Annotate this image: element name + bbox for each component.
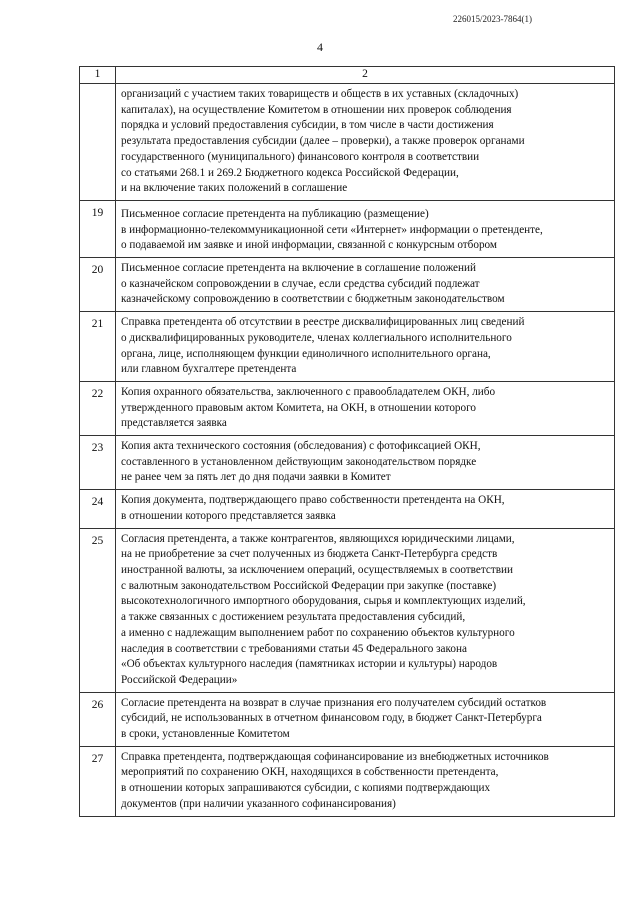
row-number: 25 bbox=[80, 528, 116, 692]
requirements-table bbox=[79, 66, 615, 817]
table-row bbox=[80, 746, 615, 816]
table-row bbox=[80, 258, 615, 312]
column-header-number: 1 bbox=[80, 67, 116, 84]
row-text: Справка претендента, подтверждающая софинансирование из внебюджетных источников мероприятий по сохранению ОКН, находящихся в собственности претендента, в отношении которых запрашиваются субсидии, с копиями подтверждающих документов (при наличии указанного софинансирования) bbox=[116, 746, 615, 816]
row-text: Письменное согласие претендента на публикацию (размещение) в информационно-телекоммуникационной сети «Интернет» информации о претенденте, о подаваемой им заявке и иной информации, связанной с конкурсным отбором bbox=[116, 200, 615, 257]
table-row bbox=[80, 381, 615, 435]
table-row bbox=[80, 692, 615, 746]
row-text: Копия акта технического состояния (обследования) с фотофиксацией ОКН, составленного в установленном действующим законодательством порядке не ранее чем за пять лет до дня подачи заявки в Комитет bbox=[116, 436, 615, 490]
row-text: организаций с участием таких товариществ и обществ в их уставных (складочных) капиталах), на осуществление Комитетом в отношении них проверок соблюдения порядка и условий предоставления субсидии, в том числе в части достижения результата предоставления субсидии (далее – проверки), а также проверок органами государственного (муниципального) финансового контроля в соответствии со статьями 268.1 и 269.2 Бюджетного кодекса Российской Федерации, и на включение таких положений в соглашение bbox=[116, 84, 615, 201]
document-registration-number: 226015/2023-7864(1) bbox=[453, 14, 532, 24]
row-number: 26 bbox=[80, 692, 116, 746]
row-number bbox=[80, 84, 116, 201]
table-row bbox=[80, 312, 615, 382]
table-row bbox=[80, 200, 615, 257]
row-number: 19 bbox=[80, 200, 116, 257]
table-row bbox=[80, 528, 615, 692]
row-number: 20 bbox=[80, 258, 116, 312]
row-number: 24 bbox=[80, 490, 116, 528]
row-text: Копия охранного обязательства, заключенного с правообладателем ОКН, либо утвержденного правовым актом Комитета, на ОКН, в отношении которого представляется заявка bbox=[116, 381, 615, 435]
page-number: 4 bbox=[317, 40, 323, 54]
table-row bbox=[80, 490, 615, 528]
row-text: Копия документа, подтверждающего право собственности претендента на ОКН, в отношении которого представляется заявка bbox=[116, 490, 615, 528]
row-text: Письменное согласие претендента на включение в соглашение положений о казначейском сопровождении в случае, если средства субсидий подлежат казначейскому сопровождению в соответствии с бюджетным законодательством bbox=[116, 258, 615, 312]
row-number: 27 bbox=[80, 746, 116, 816]
table-row bbox=[80, 436, 615, 490]
row-text: Согласия претендента, а также контрагентов, являющихся юридическими лицами, на не приобретение за счет полученных из бюджета Санкт-Петербурга средств иностранной валюты, за исключением операций, осуществляемых в соответствии с валютным законодательством Российской Федерации при закупке (поставке) высокотехнологичного импортного оборудования, сырья и комплектующих изделий, а также связанных с достижением результата предоставления субсидий, а именно с надлежащим выполнением работ по сохранению объектов культурного наследия в соответствии с требованиями статьи 45 Федерального закона «Об объектах культурного наследия (памятниках истории и культуры) народов Российской Федерации» bbox=[116, 528, 615, 692]
column-header-description: 2 bbox=[116, 67, 615, 84]
row-text: Согласие претендента на возврат в случае признания его получателем субсидий остатков субсидий, не использованных в отчетном финансовом году, в бюджет Санкт-Петербурга в сроки, установленные Комитетом bbox=[116, 692, 615, 746]
row-number: 21 bbox=[80, 312, 116, 382]
row-text: Справка претендента об отсутствии в реестре дисквалифицированных лиц сведений о дисквалифицированных руководителе, членах коллегиального исполнительного органа, лице, исполняющем функции единоличного исполнительного органа, или главном бухгалтере претендента bbox=[116, 312, 615, 382]
row-number: 22 bbox=[80, 381, 116, 435]
table-header-row bbox=[80, 67, 615, 84]
table-row bbox=[80, 84, 615, 201]
row-number: 23 bbox=[80, 436, 116, 490]
